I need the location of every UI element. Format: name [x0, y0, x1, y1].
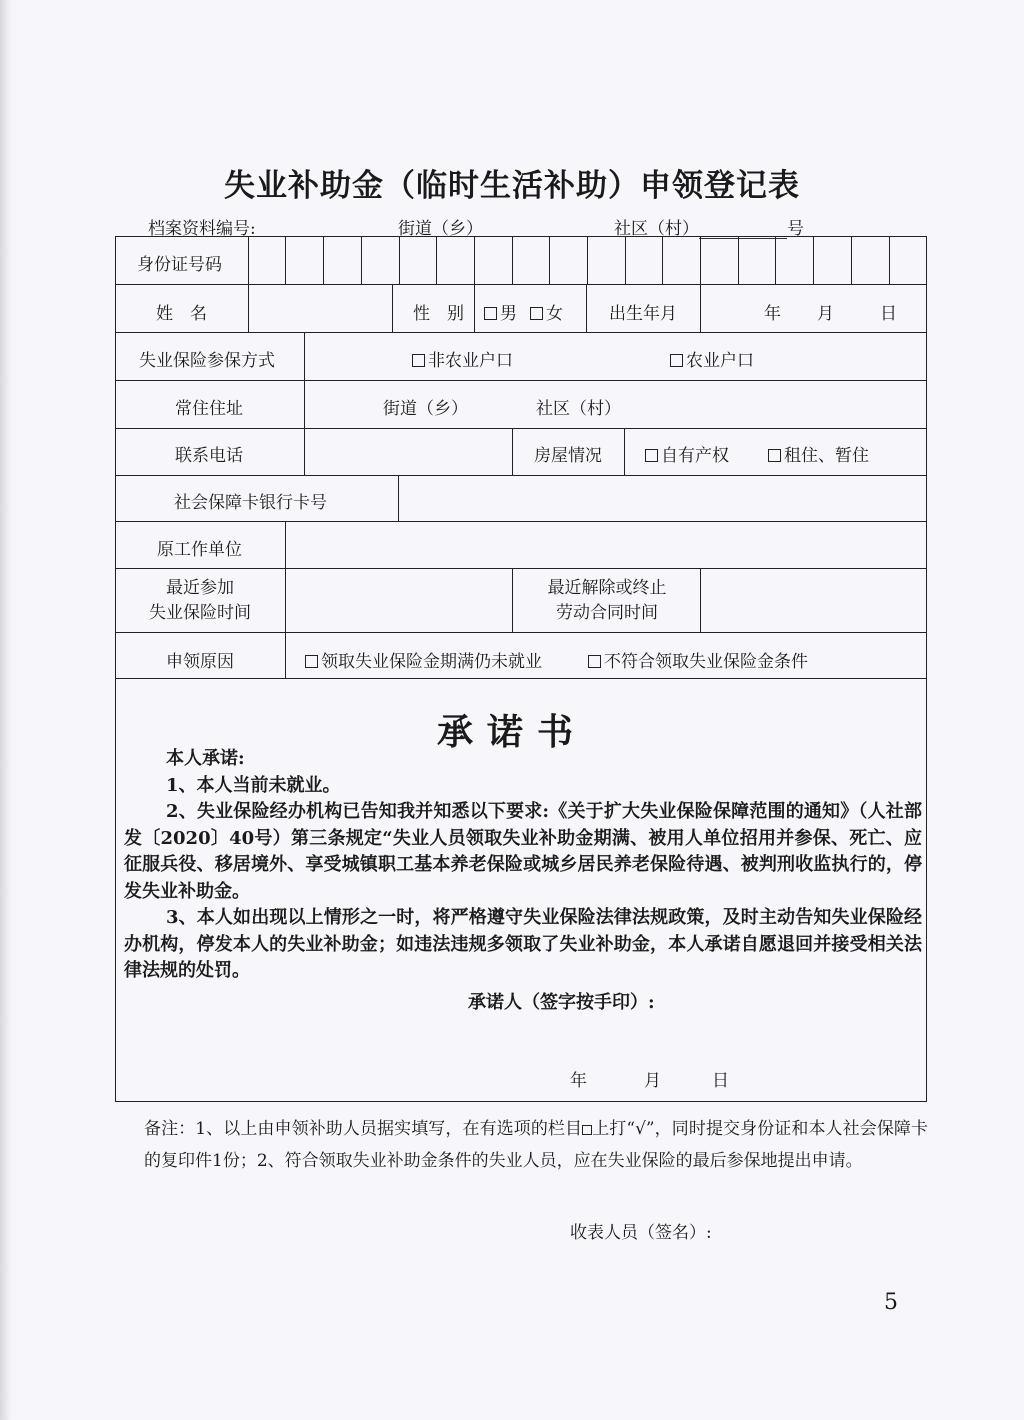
id-digit-cell[interactable] — [890, 237, 926, 283]
non-agricultural-option[interactable]: 非农业户口 — [412, 346, 513, 371]
address-community-label: 社区（村） — [536, 399, 621, 419]
agricultural-option[interactable]: 农业户口 — [670, 346, 754, 371]
id-digit-cell[interactable] — [249, 237, 284, 283]
col-rule — [512, 428, 513, 475]
housing-label: 房屋情况 — [534, 446, 602, 466]
checkbox[interactable] — [768, 449, 781, 462]
signer-label: 承诺人（签字按手印）: — [468, 992, 655, 1013]
id-digit-cell[interactable] — [701, 237, 737, 283]
id-digit-cell[interactable] — [588, 237, 624, 283]
id-digit-cell[interactable] — [550, 237, 586, 283]
gender-male-option[interactable]: 男 — [484, 299, 517, 324]
header-street-label: 街道（乡） — [398, 219, 483, 239]
col-rule — [700, 568, 701, 632]
birth-month-label: 月 — [817, 304, 834, 324]
address-label: 常住住址 — [175, 399, 243, 419]
pledge-month-label: 月 — [644, 1071, 661, 1091]
file-no-label: 档案资料编号: — [148, 219, 256, 239]
col-rule — [512, 568, 513, 632]
col-rule — [304, 332, 305, 475]
id-digit-cell[interactable] — [814, 237, 850, 283]
row-rule — [115, 521, 927, 522]
contract-end-label: 最近解除或终止 劳动合同时间 — [547, 578, 667, 623]
checkbox[interactable] — [484, 307, 497, 320]
row-rule — [115, 678, 927, 679]
id-digit-cell[interactable] — [626, 237, 661, 283]
row-rule — [115, 568, 927, 569]
id-digit-cell[interactable] — [286, 237, 322, 283]
id-digit-cell[interactable] — [362, 237, 398, 283]
birth-year-label: 年 — [764, 304, 781, 324]
row-rule — [115, 428, 927, 429]
remarks: 备注：1、以上由申领补助人员据实填写，在有选项的栏目 上打“√”，同时提交身份证和本人社会保障卡的复印件1份；2、符合领取失业补助金条件的失业人员，应在失业保险的最后参保地提出申请。 — [144, 1119, 928, 1171]
col-rule — [624, 428, 625, 475]
pledge-title: 承诺书 — [436, 711, 587, 753]
checkbox[interactable] — [670, 354, 683, 367]
row-rule — [115, 632, 927, 633]
phone-label: 联系电话 — [175, 446, 243, 466]
id-digit-cell[interactable] — [739, 237, 774, 283]
col-rule — [586, 284, 587, 332]
checkbox[interactable] — [412, 354, 425, 367]
id-digit-cell[interactable] — [475, 237, 511, 283]
row-rule — [115, 475, 927, 476]
pledge-body — [124, 746, 922, 985]
name-label: 姓 名 — [156, 304, 207, 324]
birth-day-label: 日 — [880, 304, 897, 324]
checkbox-glyph-icon — [582, 1125, 592, 1135]
pledge-day-label: 日 — [712, 1071, 729, 1091]
header-number-suffix: 号 — [787, 219, 804, 239]
id-digit-cell[interactable] — [437, 237, 473, 283]
address-street-label: 街道（乡） — [383, 399, 468, 419]
col-rule — [285, 521, 286, 678]
form-title: 失业补助金（临时生活补助）申领登记表 — [224, 168, 800, 204]
pledge-item-2: 2、失业保险经办机构已告知我并知悉以下要求:《关于扩大失业保险保障范围的通知》（人社部发〔2020〕40号）第三条规定“失业人员领取失业补助金期满、被用人单位招用并参保、死亡、应征服兵役、移居境外、享受城镇职工基本养老保险或城乡居民养老保险待遇、被判刑收监执行的，停发失业补助金。 — [124, 801, 922, 902]
id-digit-cell[interactable] — [324, 237, 360, 283]
gender-female-option[interactable]: 女 — [530, 299, 563, 324]
pledge-intro: 本人承诺: — [166, 748, 245, 769]
former-employer-label: 原工作单位 — [157, 540, 242, 560]
col-rule — [474, 284, 475, 332]
header-community-label: 社区（村） — [614, 219, 699, 239]
bank-card-label: 社会保障卡银行卡号 — [174, 493, 327, 513]
row-rule — [115, 332, 927, 333]
checkbox[interactable] — [645, 449, 658, 462]
checkbox[interactable] — [305, 655, 318, 668]
id-number-label: 身份证号码 — [137, 255, 222, 275]
recent-insured-label: 最近参加 失业保险时间 — [149, 578, 251, 623]
col-rule — [392, 284, 393, 332]
insurance-mode-label: 失业保险参保方式 — [139, 351, 275, 371]
id-digit-cell[interactable] — [663, 237, 699, 283]
reason-expired-option[interactable]: 领取失业保险金期满仍未就业 — [305, 647, 542, 672]
col-rule — [700, 284, 701, 332]
housing-rented-option[interactable]: 租住、暂住 — [768, 441, 869, 466]
row-rule — [115, 284, 927, 285]
birth-date-label: 出生年月 — [609, 304, 677, 324]
pledge-item-1: 1、本人当前未就业。 — [166, 774, 341, 796]
id-digit-cell[interactable] — [852, 237, 888, 283]
checkbox[interactable] — [588, 655, 601, 668]
pledge-item-3: 3、本人如出现以上情形之一时，将严格遵守失业保险法律法规政策，及时主动告知失业保险经办机构，停发本人的失业补助金；如违法违规多领取了失业补助金，本人承诺自愿退回并接受相关法律法规的处罚。 — [124, 907, 922, 981]
id-digit-cell[interactable] — [776, 237, 812, 283]
page-number: 5 — [884, 1290, 898, 1315]
reason-ineligible-option[interactable]: 不符合领取失业保险金条件 — [588, 647, 808, 672]
col-rule — [398, 475, 399, 521]
id-digit-cell[interactable] — [400, 237, 435, 283]
gender-label: 性 别 — [413, 304, 464, 324]
checkbox[interactable] — [530, 307, 543, 320]
collector-label: 收表人员（签名）: — [570, 1223, 712, 1243]
reason-label: 申领原因 — [166, 652, 234, 672]
id-digit-cell[interactable] — [513, 237, 548, 283]
pledge-year-label: 年 — [570, 1071, 587, 1091]
col-rule — [248, 284, 249, 332]
row-rule — [115, 380, 927, 381]
housing-owned-option[interactable]: 自有产权 — [645, 441, 729, 466]
